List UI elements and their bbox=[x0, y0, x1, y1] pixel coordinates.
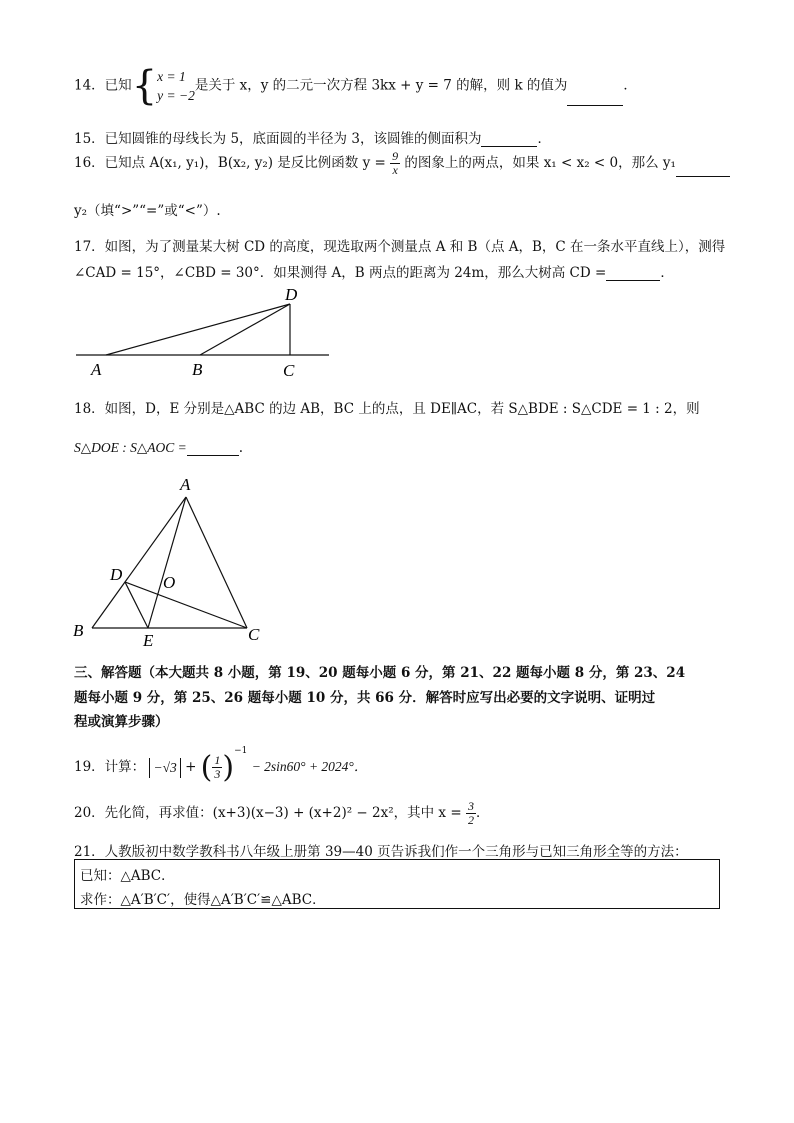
q19-frac-den: 3 bbox=[214, 767, 221, 781]
q15-text: 15．已知圆锥的母线长为 5，底面圆的半径为 3，该圆锥的侧面积为 bbox=[74, 131, 482, 147]
q20-frac-den: 2 bbox=[467, 813, 474, 827]
section3-line1: 三、解答题（本大题共 8 小题，第 19、20 题每小题 6 分，第 21、22 题每小题 8 分，第 23、24 bbox=[74, 665, 686, 681]
q18-end: . bbox=[238, 440, 244, 456]
q16-pre: 16．已知点 A(x₁, y₁)，B(x₂, y₂) 是反比例函数 y = bbox=[74, 155, 386, 171]
q14-number: 14．已知 bbox=[74, 77, 132, 94]
q14-end: ． bbox=[623, 77, 637, 94]
q14-text: 是关于 x，y 的二元一次方程 3kx + y = 7 的解，则 k 的值为 bbox=[194, 77, 568, 94]
q18-answer-blank[interactable] bbox=[187, 441, 239, 456]
q15-end: ． bbox=[537, 131, 551, 147]
q21-text: 21．人教版初中数学教科书八年级上册第 39—40 页告诉我们作一个三角形与已知三角形全等的方法： bbox=[74, 844, 688, 860]
paren-right: ) bbox=[222, 750, 235, 785]
segment-AD bbox=[106, 304, 290, 355]
q16-post: 的图象上的两点，如果 x₁ < x₂ < 0，那么 y₁ bbox=[404, 155, 676, 171]
section3-line3: 程或演算步骤） bbox=[74, 714, 169, 730]
q19-plus: + bbox=[185, 759, 197, 775]
equation-1: x = 1 bbox=[157, 69, 186, 84]
brace-symbol: { bbox=[131, 63, 158, 109]
q20-pre: 20．先化简，再求值：(x+3)(x−3) + (x+2)² − 2x²，其中 x = bbox=[74, 805, 462, 821]
q19-fraction bbox=[212, 754, 222, 781]
section-3-line3 bbox=[74, 710, 169, 730]
label-A: A bbox=[180, 475, 191, 494]
q19-post: − 2sin60° + 2024°． bbox=[251, 759, 368, 774]
side-AB bbox=[92, 497, 186, 628]
label-B: B bbox=[192, 360, 203, 379]
q20-fraction bbox=[466, 800, 476, 827]
q21-known: 已知：△ABC． bbox=[80, 868, 175, 884]
q17-line2: ∠CAD = 15°，∠CBD = 30°．如果测得 A，B 两点的距离为 24m，那么大树高 CD = bbox=[74, 265, 607, 281]
equation-2: y = −2 bbox=[157, 88, 195, 103]
q21-task: 求作：△A′B′C′，使得△A′B′C′≌△ABC． bbox=[80, 892, 326, 908]
question-18-line1 bbox=[74, 397, 700, 417]
section3-line2: 题每小题 9 分，第 25、26 题每小题 10 分，共 66 分．解答时应写出必要的文字说明、证明过 bbox=[74, 690, 656, 706]
q18-line2: S△DOE : S△AOC = bbox=[74, 440, 187, 455]
q16-line2: y₂（填“>”“=”或“<”）. bbox=[74, 203, 221, 219]
label-D: D bbox=[285, 285, 298, 304]
q16-frac-den: x bbox=[392, 163, 398, 177]
question-20 bbox=[74, 800, 489, 827]
section-3-line2 bbox=[74, 686, 655, 706]
label-C: C bbox=[283, 361, 295, 380]
label-A: A bbox=[91, 360, 102, 379]
label-E: E bbox=[143, 631, 154, 650]
label-D: D bbox=[110, 565, 123, 584]
q19-pre: 19．计算： bbox=[74, 759, 146, 775]
label-B: B bbox=[73, 621, 84, 640]
q20-end: ． bbox=[475, 805, 490, 821]
question-19 bbox=[74, 746, 367, 785]
triangle-figure bbox=[92, 497, 247, 628]
section-3-line1 bbox=[74, 661, 685, 681]
label-O: O bbox=[163, 573, 176, 592]
q16-frac-num: 9 bbox=[392, 149, 399, 163]
tree-figure bbox=[76, 304, 329, 355]
question-21 bbox=[74, 840, 688, 860]
q21-box bbox=[74, 859, 720, 909]
segment-AE bbox=[148, 497, 186, 628]
question-18-line2 bbox=[74, 440, 243, 456]
q19-frac-num: 1 bbox=[214, 753, 221, 767]
q17-end: ． bbox=[660, 265, 674, 281]
q19-exp: −1 bbox=[234, 746, 248, 756]
q20-frac-num: 3 bbox=[467, 799, 474, 813]
q18-line1: 18．如图，D，E 分别是△ABC 的边 AB，BC 上的点，且 DE∥AC，若 S△BDE : S△CDE = 1 : 2，则 bbox=[74, 401, 700, 417]
label-C: C bbox=[248, 625, 260, 644]
paren-left: ( bbox=[200, 750, 213, 785]
segment-BD bbox=[200, 304, 290, 355]
q17-line1: 17．如图，为了测量某大树 CD 的高度，现选取两个测量点 A 和 B（点 A，B，C 在一条水平直线上），测得 bbox=[74, 239, 726, 255]
q19-abs: −√3 bbox=[149, 758, 180, 778]
